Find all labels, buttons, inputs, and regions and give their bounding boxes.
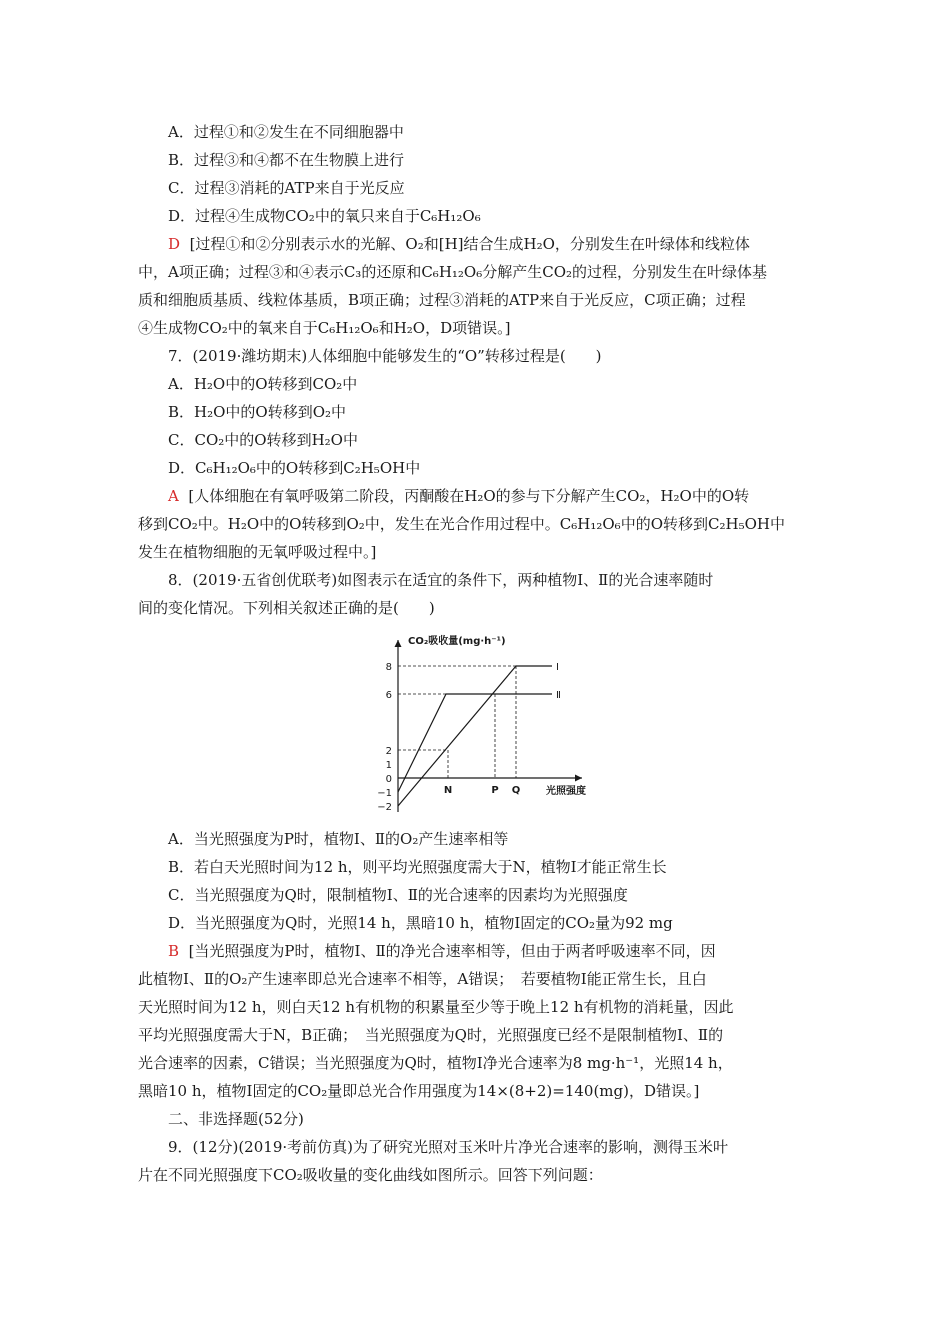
q7-explanation-line1 xyxy=(168,485,749,507)
q8-option-b: B．若白天光照时间为12 h，则平均光照强度需大于N，植物Ⅰ才能正常生长 xyxy=(168,858,667,876)
q6-expl1: [过程①和②分别表示水的光解、O₂和[H]结合生成H₂O，分别发生在叶绿体和线粒体 xyxy=(189,235,750,253)
q6-option-b: B．过程③和④都不在生物膜上进行 xyxy=(168,151,405,169)
x-tick-Q: Q xyxy=(511,785,521,796)
y-tick-label: 6 xyxy=(385,690,392,701)
q8-explanation-line3: 天光照时间为12 h，则白天12 h有机物的积累量至少等于晚上12 h有机物的消耗量，因此 xyxy=(138,998,734,1016)
series-I-line xyxy=(398,666,552,806)
series-I-label: Ⅰ xyxy=(556,662,559,673)
q8-option-c: C．当光照强度为Q时，限制植物Ⅰ、Ⅱ的光合速率的因素均为光照强度 xyxy=(168,886,628,904)
q7-option-b: B．H₂O中的O转移到O₂中 xyxy=(168,403,347,421)
y-tick-label: 0 xyxy=(385,774,392,785)
q7-explanation-line2: 移到CO₂中。H₂O中的O转移到O₂中，发生在光合作用过程中。C₆H₁₂O₆中的O转移到C₂H₅OH中 xyxy=(138,515,785,533)
q7-expl1: [人体细胞在有氧呼吸第二阶段，丙酮酸在H₂O的参与下分解产生CO₂，H₂O中的O转 xyxy=(188,487,750,505)
x-tick-N: N xyxy=(443,785,453,796)
q7-option-d: D．C₆H₁₂O₆中的O转移到C₂H₅OH中 xyxy=(168,459,421,477)
q8-stem-line1: 8．(2019·五省创优联考)如图表示在适宜的条件下，两种植物Ⅰ、Ⅱ的光合速率随时 xyxy=(168,571,714,589)
y-tick-label: −1 xyxy=(377,788,392,799)
q8-stem-line2: 间的变化情况。下列相关叙述正确的是( ) xyxy=(138,599,435,617)
q6-answer-letter: D xyxy=(168,235,181,253)
q8-option-d: D．当光照强度为Q时，光照14 h，黑暗10 h，植物Ⅰ固定的CO₂量为92 mg xyxy=(168,914,673,932)
y-axis-title: CO₂吸收量(mg·h⁻¹) xyxy=(408,636,506,647)
x-axis-title: 光照强度 xyxy=(546,786,586,797)
q8-chart-svg xyxy=(360,630,600,820)
q6-option-a: A．过程①和②发生在不同细胞器中 xyxy=(168,123,404,141)
q6-option-d: D．过程④生成物CO₂中的氧只来自于C₆H₁₂O₆ xyxy=(168,207,481,225)
q6-explanation-line4: ④生成物CO₂中的氧来自于C₆H₁₂O₆和H₂O，D项错误。] xyxy=(138,319,511,337)
q9-stem-line2: 片在不同光照强度下CO₂吸收量的变化曲线如图所示。回答下列问题： xyxy=(138,1166,603,1184)
q7-stem: 7．(2019·潍坊期末)人体细胞中能够发生的“O”转移过程是( ) xyxy=(168,347,602,365)
q7-answer-letter: A xyxy=(168,487,179,505)
q7-explanation-line3: 发生在植物细胞的无氧呼吸过程中。] xyxy=(138,543,377,561)
q8-explanation-line1 xyxy=(168,940,716,962)
q6-explanation-line1 xyxy=(168,233,750,255)
series-II-line xyxy=(398,694,552,792)
q7-option-a: A．H₂O中的O转移到CO₂中 xyxy=(168,375,358,393)
q8-answer-letter: B xyxy=(168,942,180,960)
x-tick-P: P xyxy=(491,785,499,796)
q6-explanation-line3: 质和细胞质基质、线粒体基质，B项正确；过程③消耗的ATP来自于光反应，C项正确；过程 xyxy=(138,291,746,309)
q8-explanation-line2: 此植物Ⅰ、Ⅱ的O₂产生速率即总光合速率不相等，A错误； 若要植物Ⅰ能正常生长，且白 xyxy=(138,970,707,988)
q6-option-c: C．过程③消耗的ATP来自于光反应 xyxy=(168,179,405,197)
y-tick-label: 8 xyxy=(385,662,392,673)
q8-explanation-line6: 黑暗10 h，植物Ⅰ固定的CO₂量即总光合作用强度为14×(8+2)=140(mg)，D错误。] xyxy=(138,1082,700,1100)
q7-option-c: C．CO₂中的O转移到H₂O中 xyxy=(168,431,358,449)
section-heading: 二、非选择题(52分) xyxy=(168,1110,304,1128)
q8-explanation-line4: 平均光照强度需大于N，B正确； 当光照强度为Q时，光照强度已经不是限制植物Ⅰ、Ⅱ的 xyxy=(138,1026,724,1044)
y-tick-label: −2 xyxy=(377,802,392,813)
q8-chart xyxy=(360,630,600,820)
q6-explanation-line2: 中，A项正确；过程③和④表示C₃的还原和C₆H₁₂O₆分解产生CO₂的过程，分别发生在叶绿体基 xyxy=(138,263,768,281)
series-II-label: Ⅱ xyxy=(556,690,561,701)
q9-stem-line1: 9．(12分)(2019·考前仿真)为了研究光照对玉米叶片净光合速率的影响，测得玉米叶 xyxy=(168,1138,728,1156)
y-tick-label: 2 xyxy=(385,746,392,757)
q8-expl1: [当光照强度为P时，植物Ⅰ、Ⅱ的净光合速率相等，但由于两者呼吸速率不同，因 xyxy=(188,942,716,960)
q8-explanation-line5: 光合速率的因素，C错误；当光照强度为Q时，植物Ⅰ净光合速率为8 mg·h⁻¹，光照14 h， xyxy=(138,1054,733,1072)
q8-option-a: A．当光照强度为P时，植物Ⅰ、Ⅱ的O₂产生速率相等 xyxy=(168,830,509,848)
y-tick-label: 1 xyxy=(385,760,392,771)
